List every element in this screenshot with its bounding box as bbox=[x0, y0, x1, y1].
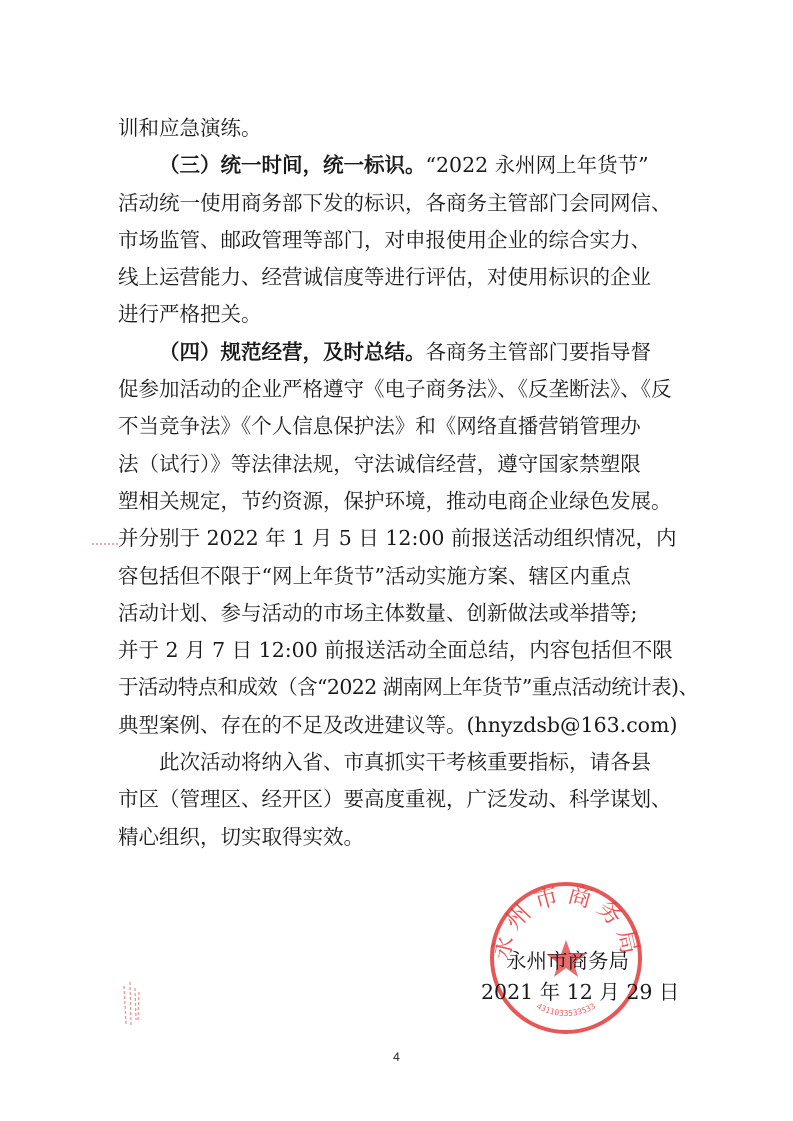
body-line: 精心组织，切实取得实效。 bbox=[118, 824, 364, 849]
body-line: 活动统一使用商务部下发的标识，各商务主管部门会同网信、 bbox=[118, 190, 672, 215]
body-line: 法（试行）》等法律法规，守法诚信经营，遵守国家禁塑限 bbox=[118, 451, 641, 476]
svg-text:4311033533533: 4311033533533 bbox=[535, 1001, 597, 1018]
section-heading: （四）规范经营，及时总结。 bbox=[159, 339, 426, 364]
body-line: 活动计划、参与活动的市场主体数量、创新做法或举措等; bbox=[118, 600, 638, 625]
body-line: （三）统一时间，统一标识。“2022 永州网上年货节” bbox=[159, 153, 649, 178]
body-line: 训和应急演练。 bbox=[118, 116, 262, 140]
body-line: 进行严格把关。 bbox=[118, 302, 262, 327]
body-line: 不当竞争法》《个人信息保护法》和《网络直播营销管理办 bbox=[118, 414, 641, 439]
page-number: 4 bbox=[393, 1050, 400, 1064]
signature-date: 2021 年 12 月 29 日 bbox=[481, 980, 680, 1004]
margin-dash-mark bbox=[92, 543, 118, 545]
body-line: （四）规范经营，及时总结。各商务主管部门要指导督 bbox=[159, 339, 651, 364]
body-line: 并分别于 2022 年 1 月 5 日 12:00 前报送活动组织情况，内 bbox=[118, 526, 677, 551]
body-line: 于活动特点和成效（含“2022 湖南网上年货节”重点活动统计表)、 bbox=[118, 675, 699, 700]
body-line: 促参加活动的企业严格遵守《电子商务法》、《反垄断法》、《反 bbox=[118, 377, 672, 402]
body-line: 并于 2 月 7 日 12:00 前报送活动全面总结，内容包括但不限 bbox=[118, 638, 673, 663]
body-line: 市场监管、邮政管理等部门，对申报使用企业的综合实力、 bbox=[118, 227, 651, 252]
body-line: 容包括但不限于“网上年货节”活动实施方案、辖区内重点 bbox=[118, 563, 631, 588]
signature-org: 永州市商务局 bbox=[506, 949, 629, 973]
body-line: 线上运营能力、经营诚信度等进行评估，对使用标识的企业 bbox=[118, 265, 651, 290]
svg-text:永州市商务局: 永州市商务局 bbox=[486, 879, 646, 963]
body-line: 市区（管理区、经开区）要高度重视，广泛发动、科学谋划、 bbox=[118, 787, 672, 812]
body-line: 典型案例、存在的不足及改进建议等。(hnyzdsb@163.com) bbox=[118, 712, 678, 737]
body-line: 塑相关规定，节约资源，保护环境，推动电商企业绿色发展。 bbox=[118, 488, 672, 513]
margin-stamp-mark bbox=[120, 980, 142, 1030]
body-line: 此次活动将纳入省、市真抓实干考核重要指标，请各县 bbox=[159, 750, 651, 775]
section-heading: （三）统一时间，统一标识。 bbox=[159, 153, 426, 178]
body-text bbox=[118, 110, 699, 856]
